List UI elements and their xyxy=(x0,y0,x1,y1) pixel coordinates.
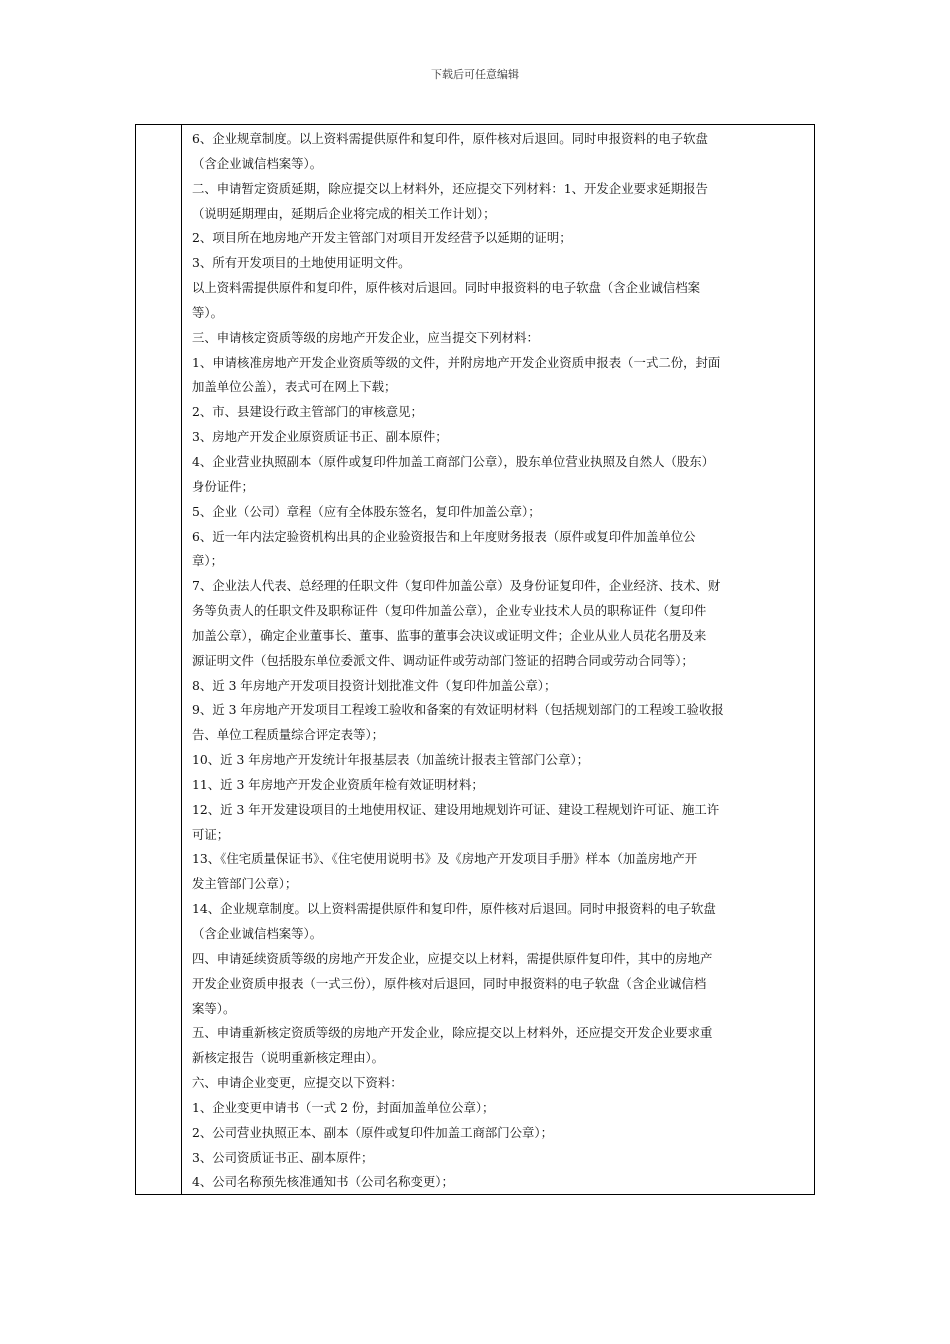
text-line: 10、近 3 年房地产开发统计年报基层表（加盖统计报表主管部门公章）； xyxy=(192,752,590,768)
text-line: 告、单位工程质量综合评定表等）； xyxy=(192,727,385,743)
text-line: 务等负责人的任职文件及职称证件（复印件加盖公章），企业专业技术人员的职称证件（复印件 xyxy=(192,603,707,619)
text-line: 3、公司资质证书正、副本原件； xyxy=(192,1149,374,1165)
text-line: 1、企业变更申请书（一式 2 份，封面加盖单位公章）； xyxy=(192,1099,495,1115)
text-line: 1、申请核准房地产开发企业资质等级的文件，并附房地产开发企业资质申报表（一式二份，封面 xyxy=(192,354,721,370)
text-line: 等）。 xyxy=(192,304,223,320)
text-line: 2、项目所在地房地产开发主管部门对项目开发经营予以延期的证明； xyxy=(192,230,572,246)
page-header: 下载后可任意编辑 xyxy=(431,68,519,81)
text-line: 开发企业资质申报表（一式三份），原件核对后退回，同时申报资料的电子软盘（含企业诚信档 xyxy=(192,975,707,991)
text-line: 5、企业（公司）章程（应有全体股东签名，复印件加盖公章）； xyxy=(192,503,541,519)
text-line: 8、近 3 年房地产开发项目投资计划批准文件（复印件加盖公章）； xyxy=(192,677,557,693)
text-line: 可证； xyxy=(192,826,230,842)
text-line: 4、公司名称预先核准通知书（公司名称变更）； xyxy=(192,1174,454,1190)
text-line: 9、近 3 年房地产开发项目工程竣工验收和备案的有效证明材料（包括规划部门的工程竣工验收报 xyxy=(192,702,724,718)
text-line: 身份证件； xyxy=(192,478,254,494)
text-line: 4、企业营业执照副本（原件或复印件加盖工商部门公章），股东单位营业执照及自然人（股东） xyxy=(192,453,715,469)
text-line: 加盖单位公盖），表式可在网上下载； xyxy=(192,379,397,395)
text-line: 案等）。 xyxy=(192,1000,236,1016)
document-table xyxy=(135,124,815,1195)
text-line: 源证明文件（包括股东单位委派文件、调动证件或劳动部门签证的招聘合同或劳动合同等）； xyxy=(192,652,694,668)
text-line: （说明延期理由，延期后企业将完成的相关工作计划）； xyxy=(192,205,496,221)
text-line: 四、申请延续资质等级的房地产开发企业，应提交以上材料，需提供原件复印件，其中的房地产 xyxy=(192,950,713,966)
text-line: 11、近 3 年房地产开发企业资质年检有效证明材料； xyxy=(192,776,484,792)
text-line: 以上资料需提供原件和复印件，原件核对后退回。同时申报资料的电子软盘（含企业诚信档案 xyxy=(192,280,701,296)
text-line: 章）； xyxy=(192,553,223,569)
text-line: 2、市、县建设行政主管部门的审核意见； xyxy=(192,404,423,420)
text-line: （含企业诚信档案等）。 xyxy=(192,155,323,171)
text-line: 新核定报告（说明重新核定理由）。 xyxy=(192,1050,385,1066)
table-content-cell xyxy=(192,127,808,1195)
text-line: 14、企业规章制度。以上资料需提供原件和复印件，原件核对后退回。同时申报资料的电子软盘 xyxy=(192,901,716,917)
text-line: 12、近 3 年开发建设项目的土地使用权证、建设用地规划许可证、建设工程规划许可证、施工许 xyxy=(192,801,720,817)
text-line: 二、申请暂定资质延期，除应提交以上材料外，还应提交下列材料：1、开发企业要求延期报告 xyxy=(192,180,708,196)
text-line: 发主管部门公章）； xyxy=(192,876,298,892)
text-line: 7、企业法人代表、总经理的任职文件（复印件加盖公章）及身份证复印件，企业经济、技术、财 xyxy=(192,578,721,594)
text-line: 加盖公章），确定企业董事长、董事、监事的董事会决议或证明文件；企业从业人员花名册及来 xyxy=(192,627,707,643)
text-line: 六、申请企业变更，应提交以下资料： xyxy=(192,1075,403,1091)
text-line: 6、企业规章制度。以上资料需提供原件和复印件，原件核对后退回。同时申报资料的电子软盘 xyxy=(192,131,708,146)
text-line: 五、申请重新核定资质等级的房地产开发企业，除应提交以上材料外，还应提交开发企业要求重 xyxy=(192,1025,713,1041)
text-line: 3、房地产开发企业原资质证书正、副本原件； xyxy=(192,429,448,445)
text-line: 6、近一年内法定验资机构出具的企业验资报告和上年度财务报表（原件或复印件加盖单位公 xyxy=(192,528,696,544)
text-line: 13、《住宅质量保证书》、《住宅使用说明书》及《房地产开发项目手册》样本（加盖房地产开 xyxy=(192,851,698,867)
table-left-column xyxy=(136,125,182,1194)
text-line: 2、公司营业执照正本、副本（原件或复印件加盖工商部门公章）； xyxy=(192,1124,554,1140)
text-line: （含企业诚信档案等）。 xyxy=(192,926,323,941)
text-line: 3、所有开发项目的土地使用证明文件。 xyxy=(192,255,411,271)
text-line: 三、申请核定资质等级的房地产开发企业，应当提交下列材料： xyxy=(192,329,539,345)
